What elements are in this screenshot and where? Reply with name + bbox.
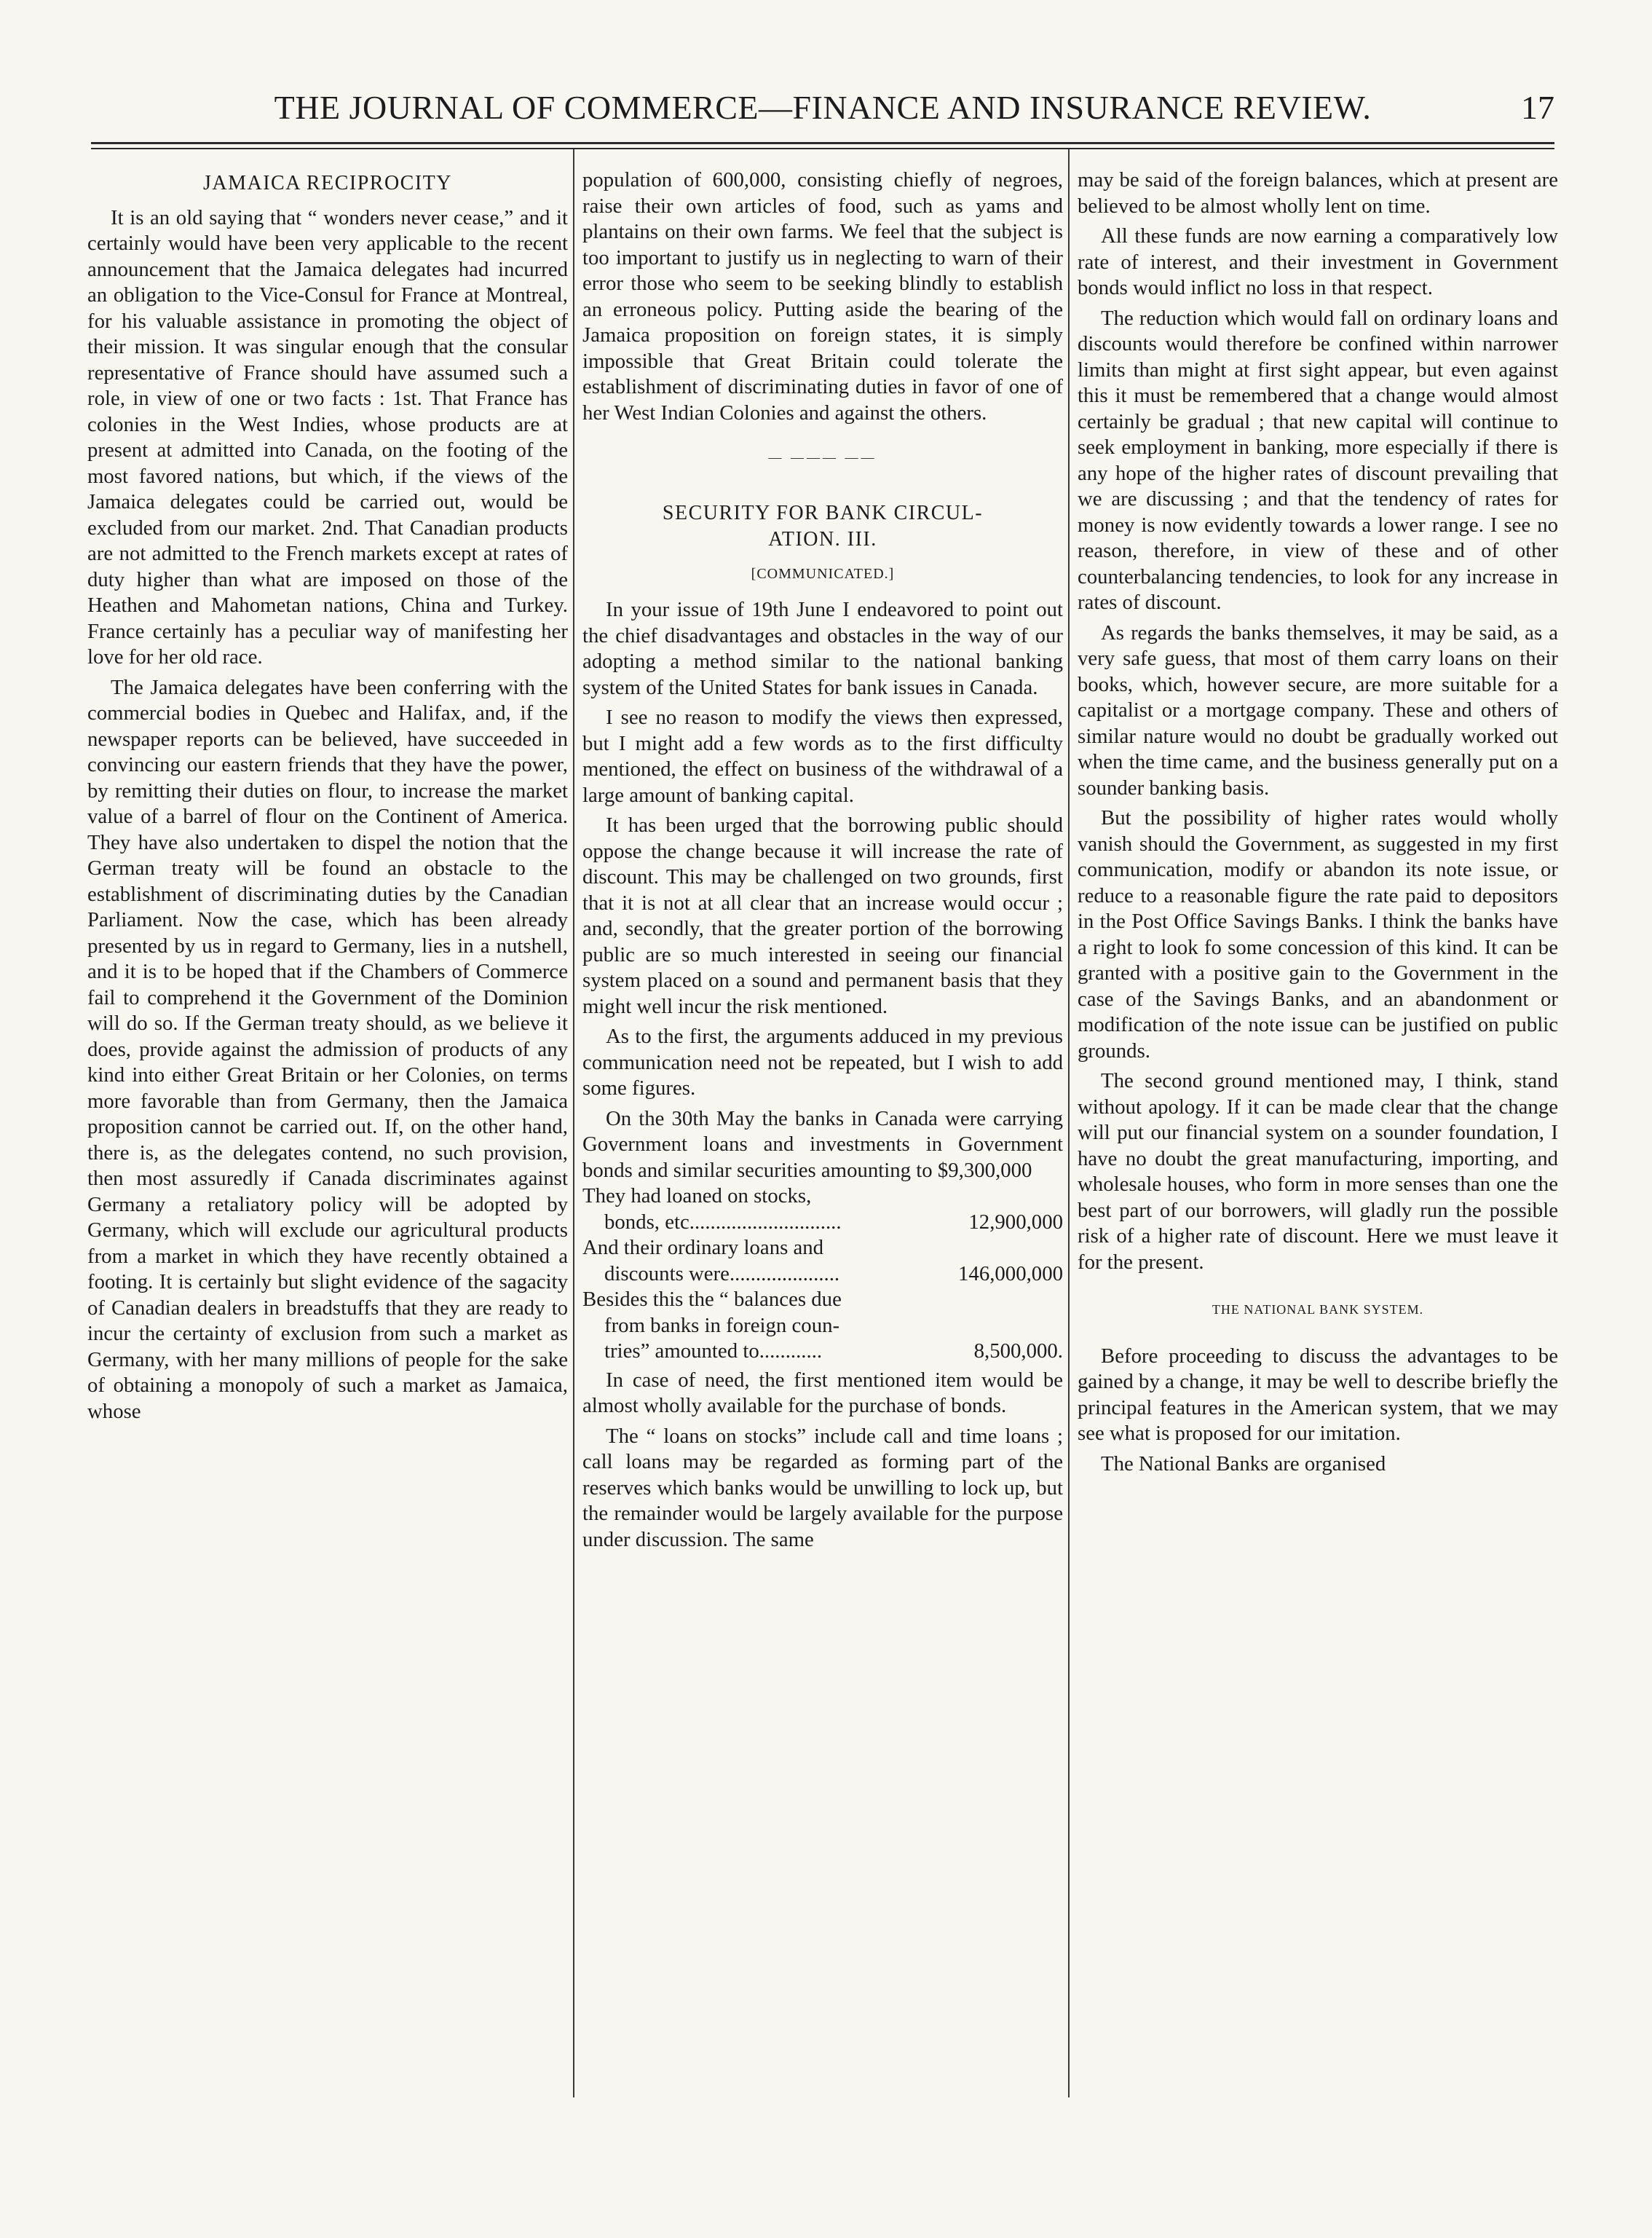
figure-label: from banks in foreign coun-	[604, 1313, 840, 1337]
paragraph: All these funds are now earning a comparatively low rate of interest, and their investment in Government bonds would inflict no loss in that respect.	[1078, 224, 1558, 299]
paragraph: The Jamaica delegates have been conferring with the commercial bodies in Quebec and Halifax, and, if the newspaper reports can be believed, have succeeded in convincing our eastern friends that they have the power, by remitting their duties on flour, to increase the market value of a barrel of flour on the Continent of America. They have also undertaken to dispel the notion that the German treaty will be found an obstacle to the establishment of discriminating duties by the Canadian Parliament. Now the case, which has been already presented by us in regard to Germany, lies in a nutshell, and it is to be hoped that if the Chambers of Commerce fail to comprehend it the Government of the Dominion will do so. If the German treaty should, as we believe it does, provide against the admission of products of any kind into either Great Britain or her Colonies, on terms more favorable than from Germany, then the Jamaica proposition cannot be carried out. If, on the other hand, there is, as the delegates contend, no such provision, then most assuredly if Canada discriminates against Germany a retaliatory policy will be adopted by Germany, which will exclude our agricultural products from a market in which they have recently obtained a footing. It is certainly but slight evidence of the sagacity of Canadian dealers in breadstuffs that they are ready to incur the certainty of exclusion from such a market as Germany, with her many millions of people for the sake of obtaining a monopoly of such a market as Jamaica, whose	[87, 675, 568, 1423]
column-1	[87, 168, 568, 2119]
paragraph: On the 30th May the banks in Canada were carrying Government loans and investments in Government bonds and similar securities amounting to $9,300,000	[582, 1106, 1063, 1182]
figure-row	[582, 1210, 1063, 1236]
figure-label: Besides this the “ balances due	[582, 1288, 842, 1311]
section-subheading: THE NATIONAL BANK SYSTEM.	[1212, 1302, 1424, 1317]
paragraph: But the possibility of higher rates would wholly vanish should the Government, as suggested in my first communication, modify or abandon its note issue, or reduce to a reasonable figure the rate paid to depositors in the Post Office Savings Banks. I think the banks have a right to look fo some concession of this kind. It can be granted with a positive gain to the Government in the case of the Savings Banks, and an abandonment or modification of the note issue can be justified on public grounds.	[1078, 806, 1558, 1063]
paragraph-continued: may be said of the foreign balances, which at present are believed to be almost wholly lent on time.	[1078, 168, 1558, 218]
figure-row	[582, 1287, 1063, 1313]
page-number: 17	[1521, 89, 1554, 126]
figure-label: They had loaned on stocks,	[582, 1184, 812, 1207]
paragraph: The second ground mentioned may, I think, stand without apology. If it can be made clear that the change will put our financial system on a sounder foundation, I have no doubt the great manufacturing, importing, and wholesale houses, who form in more senses than one the best part of our borrowers, will gladly run the possible risk of a higher rate of discount. Here we must leave it for the present.	[1078, 1069, 1558, 1274]
header-rule	[91, 142, 1554, 144]
paragraph: The National Banks are organised	[1101, 1451, 1386, 1475]
paragraph: In your issue of 19th June I endeavored to point out the chief disadvantages and obstacles in the way of our adopting a method similar to the national banking system of the United States for bank issues in Canada.	[582, 598, 1063, 699]
figure-label: And their ordinary loans and	[582, 1236, 824, 1259]
journal-title: THE JOURNAL OF COMMERCE—FINANCE AND INSURANCE REVIEW.	[274, 89, 1372, 126]
paragraph: As regards the banks themselves, it may be said, as a very safe guess, that most of them carry loans on their books, which, however secure, are more suitable for a capitalist or a mortgage company. These and others of similar nature would no doubt be gradually worked out when the time came, and the business generally put on a sounder banking basis.	[1078, 620, 1558, 800]
paragraph: The reduction which would fall on ordinary loans and discounts would therefore be confined within narrower limits than might at first sight appear, but even against this it must be remembered that a change would almost certainly be gradual ; that new capital will continue to seek employment in banking, more especially if there is any hope of the higher rates of discount prevailing that we are discussing ; and that the tendency of rates for money is now evidently towards a lower range. I see no reason, therefore, in view of these and of other counterbalancing tendencies, to look for any increase in rates of discount.	[1078, 306, 1558, 614]
heading-line: SECURITY FOR BANK CIRCUL-	[662, 501, 984, 524]
figure-label: discounts were.....................	[604, 1261, 840, 1285]
figure-row	[582, 1313, 1063, 1339]
figure-value: 12,900,000	[968, 1210, 1063, 1234]
column-divider	[573, 149, 574, 2097]
header-rule-thin	[91, 148, 1554, 149]
heading-line: ATION. III.	[768, 527, 877, 551]
paragraph: The “ loans on stocks” include call and time loans ; call loans may be regarded as forming part of the reserves which banks would be unwilling to lock up, but the remainder would be largely available for the purpose under discussion. The same	[582, 1424, 1063, 1551]
paragraph: It has been urged that the borrowing public should oppose the change because it will increase the rate of discount. This may be challenged on two grounds, first that it is not at all clear that an increase would occur ; and, secondly, that the greater portion of the borrowing public are so much interested in seeing our financial system placed on a sound and permanent basis that they might well incur the risk mentioned.	[582, 813, 1063, 1018]
paragraph: Before proceeding to discuss the advantages to be gained by a change, it may be well to describe briefly the principal features in the American system, that we may see what is proposed for our imitation.	[1078, 1344, 1558, 1445]
figure-value: 146,000,000	[958, 1261, 1063, 1285]
paragraph-continued: population of 600,000, consisting chiefly of negroes, raise their own articles of food, such as yams and plantains on their own farms. We feel that the subject is too important to justify us in neglecting to warn of their error those who seem to be seeking blindly to establish an erroneous policy. Putting aside the bearing of the Jamaica proposition on foreign states, it is simply impossible that Great Britain could tolerate the establishment of discriminating duties in favor of one of her West Indian Colonies and against the others.	[582, 168, 1063, 425]
figure-label: tries” amounted to............	[604, 1339, 823, 1363]
paragraph: In case of need, the first mentioned item would be almost wholly available for the purchase of bonds.	[582, 1368, 1063, 1417]
column-2	[582, 168, 1063, 2119]
figures-table	[582, 1183, 1063, 1365]
figure-label: bonds, etc.............................	[604, 1210, 842, 1234]
byline: [COMMUNICATED.]	[751, 565, 895, 582]
paragraph: I see no reason to modify the views then expressed, but I might add a few words as to the first difficulty mentioned, the effect on business of the withdrawal of a large amount of banking capital.	[582, 706, 1063, 807]
figure-row	[582, 1183, 1063, 1210]
paragraph: It is an old saying that “ wonders never cease,” and it certainly would have been very applicable to the recent announcement that the Jamaica delegates had incurred an obligation to the Vice-Consul for France at Montreal, for his valuable assistance in promoting the object of their mission. It was singular enough that the consular representative of France should have assumed such a role, in view of one or two facts : 1st. That France has colonies in the West Indies, whose products are at present at admitted into Canada, on the footing of the most favored nations, but which, if the views of the Jamaica delegates could be carried out, would be excluded from our market. 2nd. That Canadian products are not admitted to the French markets except at rates of duty higher than what are imposed on those of the Heathen and Mahometan nations, China and Turkey. France certainly has a peculiar way of manifesting her love for her old race.	[87, 205, 568, 669]
column-3	[1078, 168, 1558, 2119]
article-heading-security	[582, 500, 1063, 553]
figure-row	[582, 1235, 1063, 1261]
paragraph: As to the first, the arguments adduced in my previous communication need not be repeated, but I wish to add some figures.	[582, 1025, 1063, 1100]
page-header	[91, 86, 1554, 144]
figure-row	[582, 1261, 1063, 1288]
figure-value: 8,500,000.	[973, 1339, 1063, 1363]
figure-row	[582, 1339, 1063, 1365]
section-divider-ornament: — ——— ——	[768, 450, 877, 465]
column-divider	[1068, 149, 1070, 2097]
article-heading-jamaica: JAMAICA RECIPROCITY	[203, 172, 452, 194]
